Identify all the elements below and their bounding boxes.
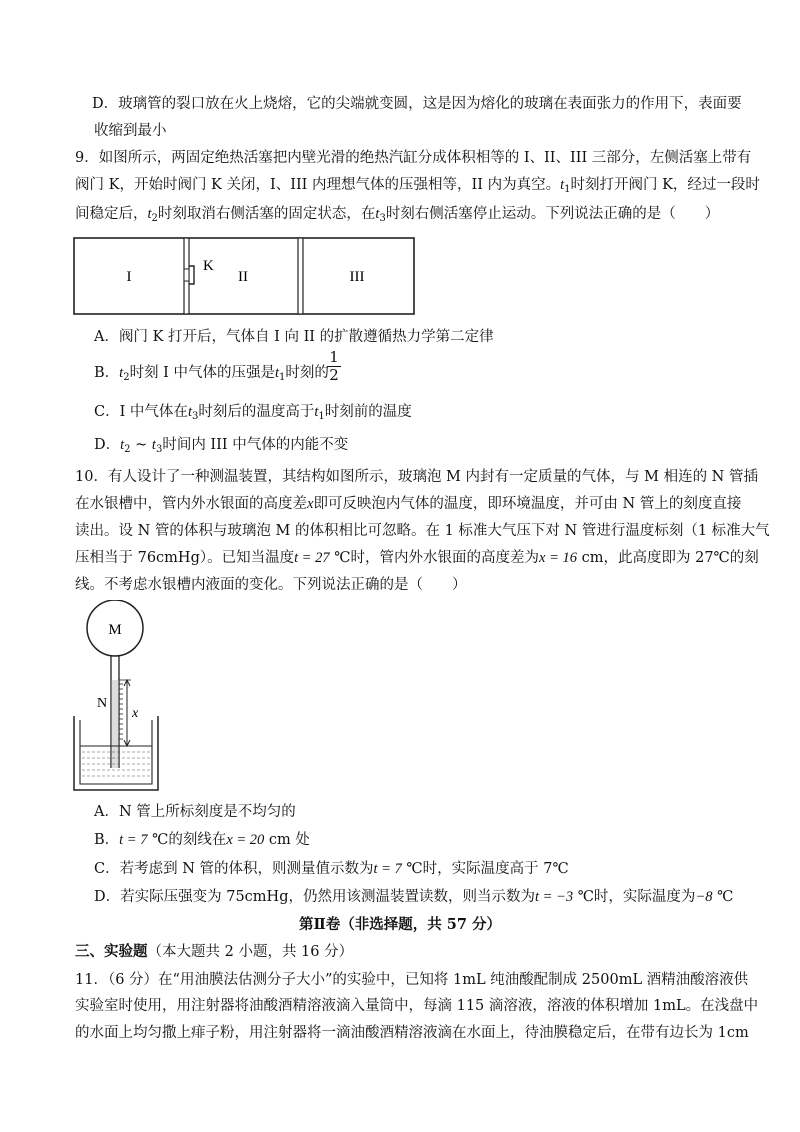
height-label-x: x <box>132 706 139 721</box>
q10-option-a: A．N 管上所标刻度是不均匀的 <box>94 804 296 820</box>
q9-option-b-fraction: 1 2 <box>327 349 341 384</box>
q10-stem-line5: 线。不考虑水银槽内液面的变化。下列说法正确的是（ ） <box>75 577 467 593</box>
tube-label-n: N <box>97 696 108 711</box>
section-2-title: 第Ⅱ卷（非选择题，共 57 分） <box>299 916 501 933</box>
q9-option-b: B．$t_2$时刻 I 中气体的压强是$t_1$时刻的 <box>94 365 329 383</box>
q11-line3: 的水面上均匀撒上痱子粉，用注射器将一滴油酸酒精溶液滴在水面上，待油膜稳定后，在带有边长为 1cm <box>75 1025 749 1041</box>
q9-option-c: C．I 中气体在$t_3$时刻后的温度高于$t_1$时刻前的温度 <box>94 404 412 422</box>
q10-stem-line2: 在水银槽中，管内外水银面的高度差x即可反映泡内气体的温度，即环境温度，并可由 N 管上的刻度直接 <box>75 496 742 512</box>
q10-thermometer-figure <box>68 600 178 796</box>
valve-k-shape <box>189 266 194 284</box>
bulb-label-m: M <box>108 622 122 638</box>
q9-stem-line2: 阀门 K，开始时阀门 K 关闭，I、III 内理想气体的压强相等，II 内为真空。$t_1$时刻打开阀门 K，经过一段时 <box>75 177 760 195</box>
q11-line2: 实验室时使用，用注射器将油酸酒精溶液滴入量筒中，每滴 115 滴溶液，溶液的体积增加 1mL。在浅盘中 <box>75 998 759 1014</box>
part-3-heading: 三、实验题（本大题共 2 小题，共 16 分） <box>75 943 354 960</box>
q10-option-d: D．若实际压强变为 75cmHg，仍然用该测温装置读数，则当示数为t = −3 ℃时，实际温度为−8 ℃ <box>94 889 734 905</box>
chamber-label-iii: III <box>349 269 365 285</box>
q9-stem-line1: 9．如图所示，两固定绝热活塞把内壁光滑的绝热汽缸分成体积相等的 I、II、III 三部分，左侧活塞上带有 <box>75 150 752 166</box>
q10-stem-line4: 压相当于 76cmHg）。已知当温度t = 27 ℃时，管内外水银面的高度差为x = 16 cm，此高度即为 27℃的刻 <box>75 550 759 566</box>
tube-mercury <box>112 680 119 768</box>
q9-option-a: A．阀门 K 打开后，气体自 I 向 II 的扩散遵循热力学第二定律 <box>94 329 494 345</box>
right-piston <box>298 238 303 314</box>
q9-option-d: D．$t_2$ ~ $t_3$时间内 III 中气体的内能不变 <box>94 437 349 455</box>
q9-cylinder-figure <box>72 236 418 318</box>
q10-stem-line1: 10．有人设计了一种测温装置，其结构如图所示，玻璃泡 M 内封有一定质量的气体，与 M 相连的 N 管插 <box>75 469 758 485</box>
q10-option-c: C．若考虑到 N 管的体积，则测量值示数为t = 7 ℃时，实际温度高于 7℃ <box>94 861 569 877</box>
q10-option-b: B．t = 7 ℃的刻线在x = 20 cm 处 <box>94 832 310 848</box>
chamber-label-ii: II <box>238 269 248 285</box>
valve-label-k: K <box>203 258 214 274</box>
q10-stem-line3: 读出。设 N 管的体积与玻璃泡 M 的体积相比可忽略。在 1 标准大气压下对 N 管进行温度标刻（1 标准大气 <box>75 523 770 539</box>
q11-line1: 11．（6 分）在“用油膜法估测分子大小”的实验中，已知将 1mL 纯油酸配制成 2500mL 酒精油酸溶液供 <box>75 972 749 988</box>
valve-k-gap <box>184 269 189 281</box>
chamber-label-i: I <box>126 269 132 285</box>
q8-option-d-line1: D．玻璃管的裂口放在火上烧熔，它的尖端就变圆，这是因为熔化的玻璃在表面张力的作用下，表面要 <box>92 96 742 112</box>
q8-option-d-line2: 收缩到最小 <box>94 123 167 139</box>
q9-stem-line3: 间稳定后，$t_2$时刻取消右侧活塞的固定状态，在$t_3$时刻右侧活塞停止运动。下列说法正确的是（ ） <box>75 206 720 224</box>
